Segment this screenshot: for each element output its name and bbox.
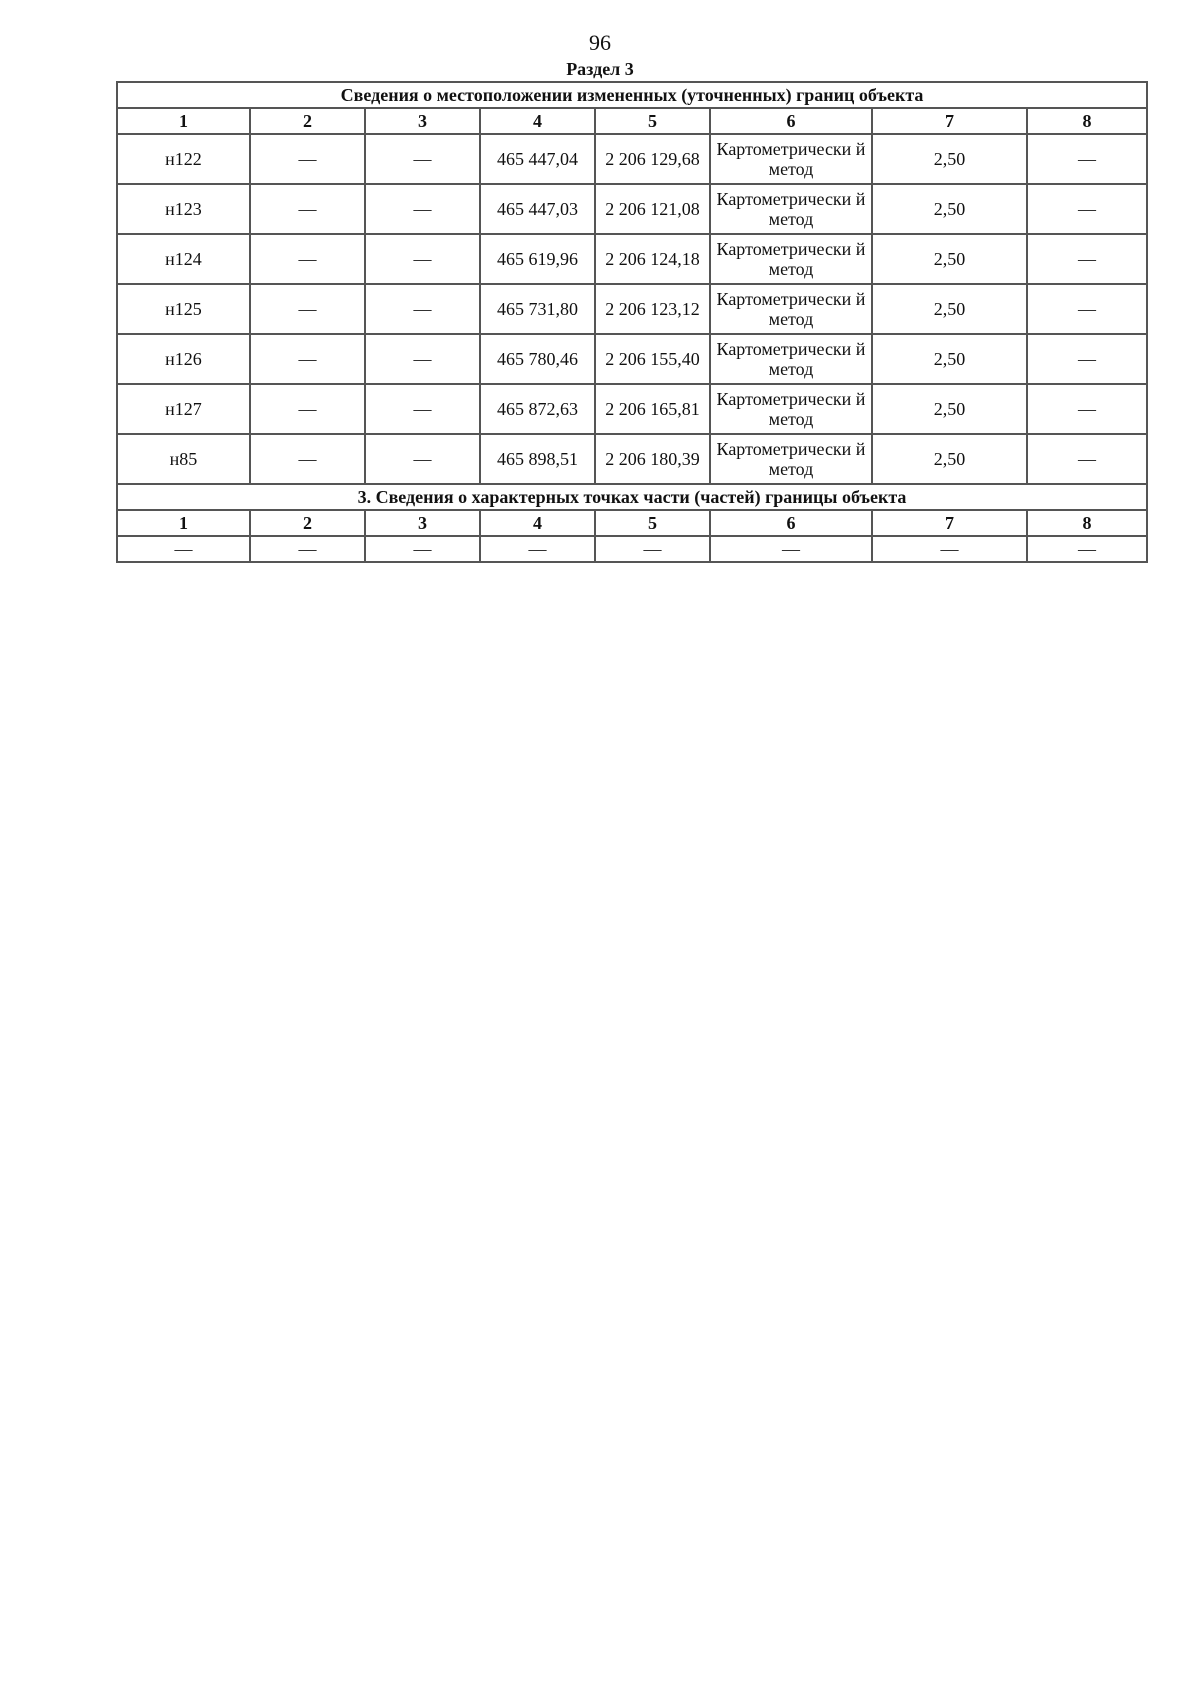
- table-cell: 2,50: [872, 334, 1027, 384]
- table-cell: 465 731,80: [480, 284, 595, 334]
- table-cell: 465 447,03: [480, 184, 595, 234]
- table-cell: н126: [117, 334, 250, 384]
- table-row: [117, 384, 1147, 434]
- table-cell: —: [250, 536, 365, 562]
- table-cell: —: [365, 536, 480, 562]
- table-cell: —: [710, 536, 872, 562]
- table-cell: Картометрически й метод: [710, 334, 872, 384]
- table-row: [117, 536, 1147, 562]
- table-cell: —: [1027, 334, 1147, 384]
- table-cell: 2,50: [872, 184, 1027, 234]
- table-cell: 465 898,51: [480, 434, 595, 484]
- table-cell: н85: [117, 434, 250, 484]
- table-title: 3. Сведения о характерных точках части (частей) границы объекта: [117, 484, 1147, 510]
- table-cell: н124: [117, 234, 250, 284]
- table-cell: —: [117, 536, 250, 562]
- table-cell: н122: [117, 134, 250, 184]
- table-cell: —: [365, 334, 480, 384]
- table-cell: н125: [117, 284, 250, 334]
- table-row: [117, 434, 1147, 484]
- column-header: 3: [365, 510, 480, 536]
- table-header-row: [117, 108, 1147, 134]
- column-header: 5: [595, 108, 710, 134]
- table-cell: 2,50: [872, 134, 1027, 184]
- table-row: [117, 334, 1147, 384]
- table-cell: —: [1027, 536, 1147, 562]
- table-cell: —: [1027, 234, 1147, 284]
- column-header: 7: [872, 510, 1027, 536]
- table-cell: —: [1027, 434, 1147, 484]
- table-cell: —: [250, 184, 365, 234]
- column-header: 2: [250, 510, 365, 536]
- table-cell: 465 872,63: [480, 384, 595, 434]
- table-cell: 2,50: [872, 284, 1027, 334]
- table-cell: —: [365, 184, 480, 234]
- table-cell: 465 780,46: [480, 334, 595, 384]
- table-cell: н127: [117, 384, 250, 434]
- table-cell: —: [250, 284, 365, 334]
- table-cell: —: [250, 434, 365, 484]
- page-number: 96: [589, 30, 611, 55]
- table-cell: Картометрически й метод: [710, 234, 872, 284]
- table-cell: —: [250, 384, 365, 434]
- table-row: [117, 184, 1147, 234]
- table-cell: —: [250, 134, 365, 184]
- table-row: [117, 284, 1147, 334]
- column-header: 7: [872, 108, 1027, 134]
- column-header: 6: [710, 108, 872, 134]
- table-cell: 2 206 123,12: [595, 284, 710, 334]
- table-header-row: [117, 510, 1147, 536]
- table-cell: —: [1027, 134, 1147, 184]
- table-cell: —: [365, 134, 480, 184]
- column-header: 8: [1027, 510, 1147, 536]
- table-cell: 2 206 121,08: [595, 184, 710, 234]
- table-cell: 2 206 165,81: [595, 384, 710, 434]
- table-cell: —: [365, 384, 480, 434]
- table-cell: —: [480, 536, 595, 562]
- table-cell: —: [872, 536, 1027, 562]
- table-cell: Картометрически й метод: [710, 434, 872, 484]
- column-header: 3: [365, 108, 480, 134]
- boundary-table: [116, 81, 1148, 563]
- table-row: [117, 234, 1147, 284]
- table-cell: 465 447,04: [480, 134, 595, 184]
- table-cell: Картометрически й метод: [710, 384, 872, 434]
- table-cell: 2 206 129,68: [595, 134, 710, 184]
- table-cell: 2 206 155,40: [595, 334, 710, 384]
- table-cell: Картометрически й метод: [710, 284, 872, 334]
- column-header: 2: [250, 108, 365, 134]
- table-row: [117, 134, 1147, 184]
- table-cell: 2,50: [872, 384, 1027, 434]
- column-header: 5: [595, 510, 710, 536]
- table-cell: —: [1027, 184, 1147, 234]
- column-header: 1: [117, 108, 250, 134]
- table-cell: —: [1027, 284, 1147, 334]
- table-cell: 465 619,96: [480, 234, 595, 284]
- table-cell: —: [250, 334, 365, 384]
- table-cell: 2,50: [872, 234, 1027, 284]
- column-header: 8: [1027, 108, 1147, 134]
- column-header: 1: [117, 510, 250, 536]
- table-cell: 2,50: [872, 434, 1027, 484]
- table-cell: —: [1027, 384, 1147, 434]
- table-cell: —: [365, 234, 480, 284]
- column-header: 4: [480, 510, 595, 536]
- table-cell: —: [365, 284, 480, 334]
- table-title-row: [117, 484, 1147, 510]
- section-title: Раздел 3: [566, 59, 634, 79]
- column-header: 4: [480, 108, 595, 134]
- table-cell: —: [365, 434, 480, 484]
- table-cell: —: [250, 234, 365, 284]
- column-header: 6: [710, 510, 872, 536]
- table-title: Сведения о местоположении измененных (уточненных) границ объекта: [117, 82, 1147, 108]
- table-cell: Картометрически й метод: [710, 134, 872, 184]
- table-cell: Картометрически й метод: [710, 184, 872, 234]
- table-title-row: [117, 82, 1147, 108]
- table-cell: н123: [117, 184, 250, 234]
- table-cell: 2 206 124,18: [595, 234, 710, 284]
- table-cell: —: [595, 536, 710, 562]
- table-cell: 2 206 180,39: [595, 434, 710, 484]
